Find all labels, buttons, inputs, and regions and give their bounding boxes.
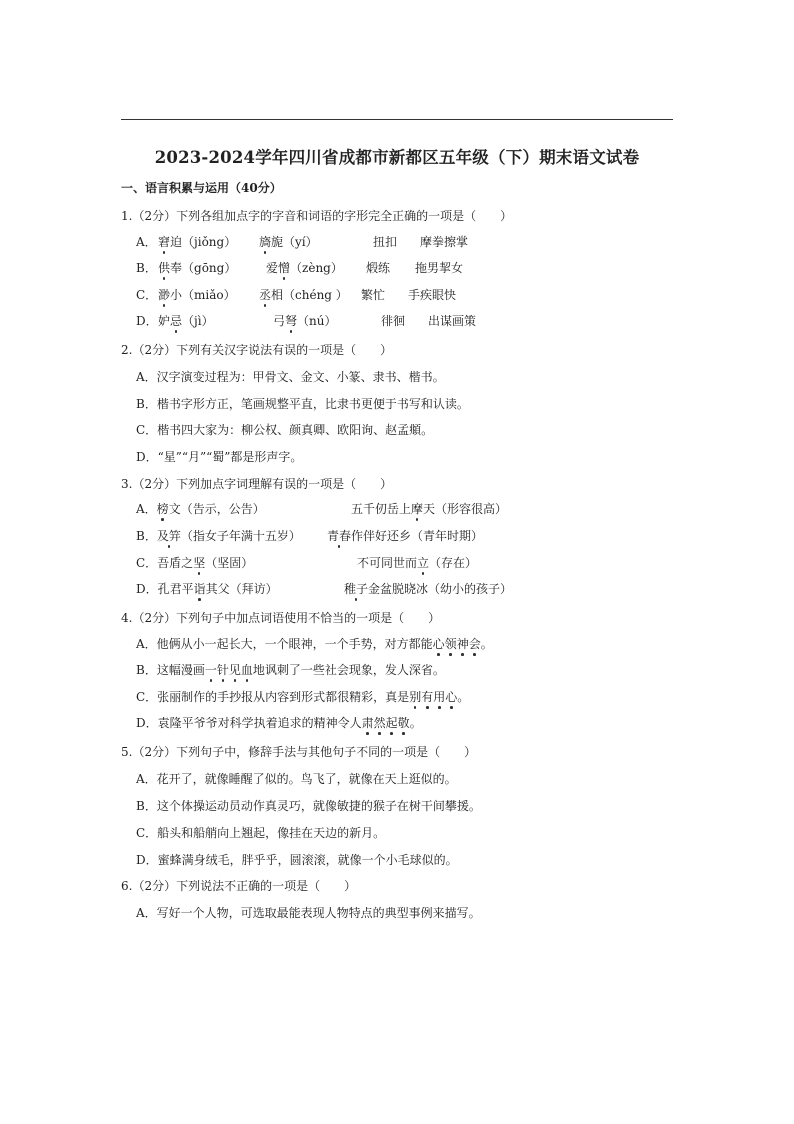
q1-option-a-word4: 摩拳擦掌 — [420, 235, 469, 249]
q1-option-b-word3: 煅练 — [366, 261, 391, 275]
emphasized-char: 一 — [204, 663, 217, 677]
q5-option-d: D．蜜蜂满身绒毛，胖乎乎，圆滚滚，就像一个小毛球似的。 — [136, 853, 458, 867]
q1-option-d-label: D． — [136, 314, 158, 328]
emphasized-char: 有 — [421, 690, 434, 704]
emphasized-char: 起 — [385, 716, 398, 730]
question-5-stem: 5.（2分）下列句子中，修辞手法与其他句子不同的一项是（ ） — [121, 745, 477, 759]
emphasized-char: 会 — [468, 637, 481, 651]
q3-option-a-left: A．榜文（告示，公告） — [136, 502, 265, 516]
emphasized-char: 用 — [433, 690, 446, 704]
q1-option-d-word4: 出谋画策 — [428, 314, 477, 328]
emphasized-char: 然 — [373, 716, 386, 730]
q1-option-c-word4: 手疾眼快 — [408, 288, 457, 302]
emphasized-char: 敬 — [397, 716, 410, 730]
q1-option-d-word2: 弓弩（nú） — [273, 314, 337, 328]
q3-option-c-right: 不可同世而立（存在） — [357, 556, 478, 570]
q1-option-d-word3: 徘徊 — [381, 314, 406, 328]
q4-option-c: C．张丽制作的手抄报从内容到形式都很精彩，真是别有用心。 — [136, 690, 470, 704]
q5-option-c: C．船头和船艄向上翘起，像挂在天边的新月。 — [136, 826, 386, 840]
question-1-stem: 1.（2分）下列各组加点字的字音和词语的字形完全正确的一项是（ ） — [121, 209, 513, 223]
q6-option-a: A．写好一个人物，可选取最能表现人物特点的典型事例来描写。 — [136, 906, 481, 920]
emphasized-char: 肃 — [361, 716, 374, 730]
emphasized-char: 心 — [432, 637, 445, 651]
q3-option-c-left: C．吾盾之坚（坚固） — [136, 556, 254, 570]
q4-option-d: D．袁隆平爷爷对科学执着追求的精神令人肃然起敬。 — [136, 716, 422, 730]
q2-option-a: A．汉字演变过程为：甲骨文、金文、小篆、隶书、楷书。 — [136, 370, 445, 384]
emphasized-char: 针 — [216, 663, 229, 677]
q2-option-c: C．楷书四大家为：柳公权、颜真卿、欧阳询、赵孟頫。 — [136, 423, 434, 437]
q1-option-c-word2: 丞相（chéng ） — [259, 288, 348, 302]
q3-option-d-left: D．孔君平诣其父（拜访） — [136, 582, 278, 596]
q5-option-a: A．花开了，就像睡醒了似的。鸟飞了，就像在天上逛似的。 — [136, 772, 457, 786]
q1-option-b-label: B． — [136, 261, 157, 275]
q1-option-a-label: A． — [136, 235, 157, 249]
q1-option-d-word1: 妒忌（jì） — [158, 314, 214, 328]
q3-option-b-right: 青春作伴好还乡（青年时期） — [327, 529, 484, 543]
emphasized-char: 见 — [228, 663, 241, 677]
emphasized-char: 血 — [240, 663, 253, 677]
q5-option-b: B．这个体操运动员动作真灵巧，就像敏捷的猴子在树干间攀援。 — [136, 799, 481, 813]
emphasized-char: 领 — [444, 637, 457, 651]
q3-option-d-right: 稚子金盆脱晓冰（幼小的孩子） — [344, 582, 513, 596]
q2-option-b: B．楷书字形方正，笔画规整平直，比隶书更便于书写和认读。 — [136, 397, 469, 411]
section-heading: 一、语言积累与运用（40分） — [121, 181, 282, 195]
q4-option-a: A．他俩从小一起长大，一个眼神，一个手势，对方都能心领神会。 — [136, 637, 493, 651]
q1-option-a-word1: 窘迫（jiǒng） — [158, 235, 237, 249]
q1-option-b-word4: 拖男挈女 — [415, 261, 464, 275]
question-2-stem: 2.（2分）下列有关汉字说法有误的一项是（ ） — [121, 343, 393, 357]
question-4-stem: 4.（2分）下列句子中加点词语使用不恰当的一项是（ ） — [121, 611, 441, 625]
emphasized-char: 别 — [409, 690, 422, 704]
q1-option-b-word2: 爱憎（zèng） — [266, 261, 343, 275]
emphasized-char: 神 — [456, 637, 469, 651]
q2-option-d: D．“星”“月”“蜀”都是形声字。 — [136, 450, 303, 464]
q1-option-c-word1: 渺小（miǎo） — [158, 288, 236, 302]
q1-option-a-word2: 旖旎（yí） — [259, 235, 318, 249]
emphasized-char: 心 — [445, 690, 458, 704]
q1-option-c-word3: 繁忙 — [361, 288, 386, 302]
header-rule — [121, 119, 673, 120]
page-title: 2023-2024学年四川省成都市新都区五年级（下）期末语文试卷 — [154, 148, 640, 167]
q3-option-a-right: 五千仞岳上摩天（形容很高） — [351, 502, 508, 516]
q1-option-b-word1: 供奉（gōng） — [158, 261, 237, 275]
q4-option-b: B．这幅漫画一针见血地讽刺了一些社会现象，发人深省。 — [136, 663, 445, 677]
question-6-stem: 6.（2分）下列说法不正确的一项是（ ） — [121, 879, 357, 893]
question-3-stem: 3.（2分）下列加点字词理解有误的一项是（ ） — [121, 477, 393, 491]
q1-option-c-label: C． — [136, 288, 158, 302]
q3-option-b-left: B．及笄（指女子年满十五岁） — [136, 529, 301, 543]
q1-option-a-word3: 扭扣 — [373, 235, 398, 249]
